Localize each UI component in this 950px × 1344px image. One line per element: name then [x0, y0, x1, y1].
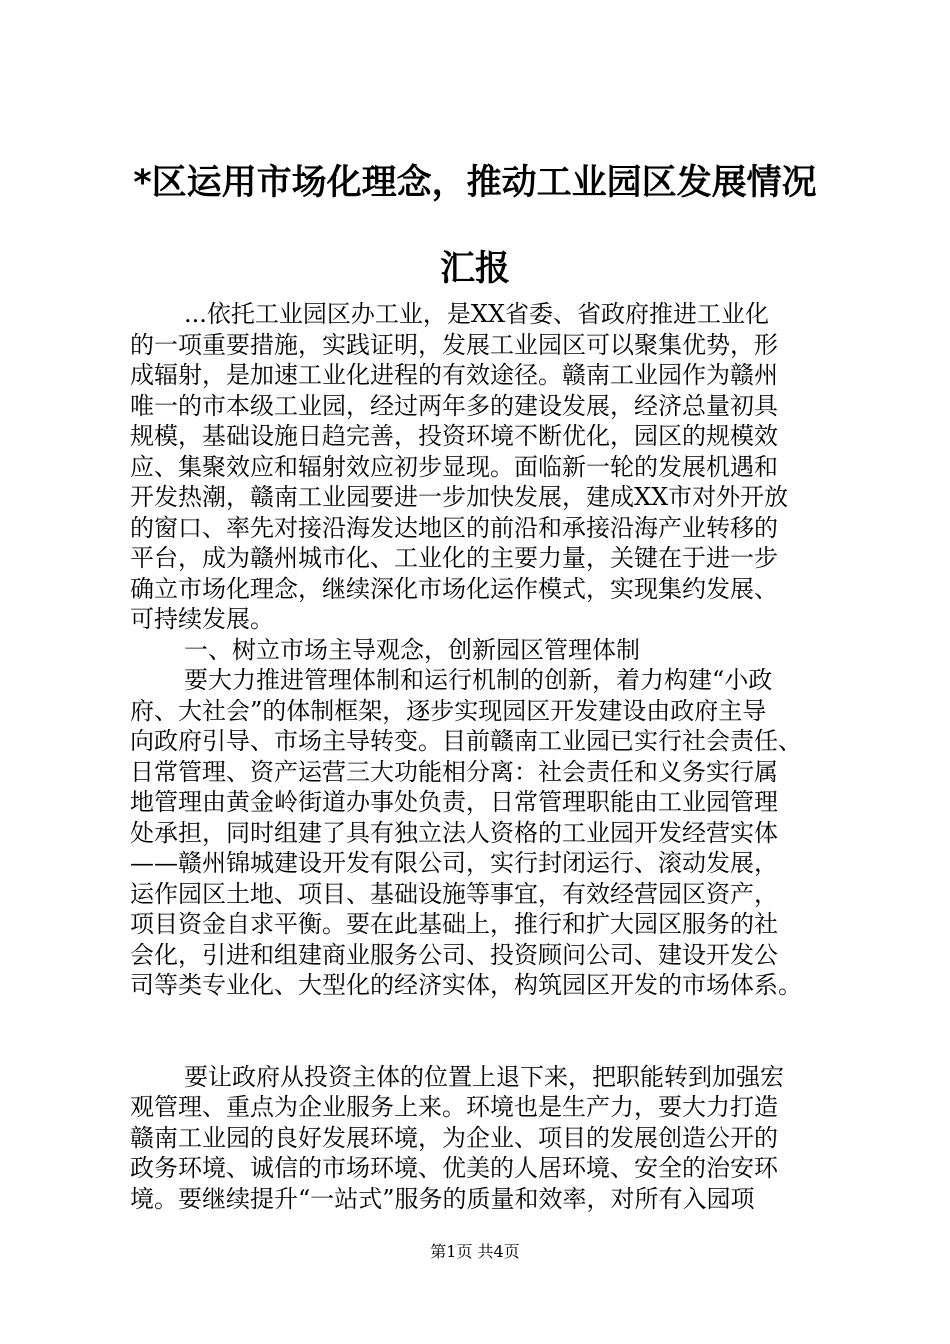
- document-title-line-2: 汇报: [439, 249, 510, 289]
- body-line: 会化，引进和组建商业服务公司、投资顾问公司、建设开发公: [130, 941, 778, 969]
- body-line: 赣南工业园的良好发展环境，为企业、项目的发展创造公开的: [130, 1124, 778, 1152]
- body-line: 处承担，同时组建了具有独立法人资格的工业园开发经营实体: [130, 819, 778, 847]
- body-line: 开发热潮，赣南工业园要进一步加快发展，建成XX市对外开放: [130, 483, 789, 511]
- body-line: 唯一的市本级工业园，经过两年多的建设发展，经济总量初具: [130, 392, 778, 420]
- page-footer: 第1页 共4页: [430, 1242, 520, 1261]
- body-line: 观管理、重点为企业服务上来。环境也是生产力，要大力打造: [130, 1093, 778, 1121]
- body-line: 确立市场化理念，继续深化市场化运作模式，实现集约发展、: [130, 575, 778, 603]
- body-line: 的一项重要措施，实践证明，发展工业园区可以聚集优势，形: [130, 331, 778, 359]
- body-line: 项目资金自求平衡。要在此基础上，推行和扩大园区服务的社: [130, 910, 778, 938]
- body-line: ——赣州锦城建设开发有限公司，实行封闭运行、滚动发展，: [130, 849, 778, 877]
- body-line: 日常管理、资产运营三大功能相分离：社会责任和义务实行属: [130, 758, 778, 786]
- section-heading: 一、树立市场主导观念，创新园区管理体制: [184, 636, 640, 664]
- body-line: 府、大社会”的体制框架，逐步实现园区开发建设由政府主导: [130, 697, 767, 725]
- body-line: 应、集聚效应和辐射效应初步显现。面临新一轮的发展机遇和: [130, 453, 778, 481]
- body-line: 要让政府从投资主体的位置上退下来，把职能转到加强宏: [184, 1063, 784, 1091]
- body-line: 要大力推进管理体制和运行机制的创新，着力构建“小政: [184, 666, 773, 694]
- body-line: 境。要继续提升“一站式”服务的质量和效率，对所有入园项: [130, 1185, 755, 1213]
- body-line: 向政府引导、市场主导转变。目前赣南工业园已实行社会责任、: [130, 727, 802, 755]
- body-line: 平台，成为赣州城市化、工业化的主要力量，关键在于进一步: [130, 544, 778, 572]
- body-line: 规模，基础设施日趋完善，投资环境不断优化，园区的规模效: [130, 422, 778, 450]
- body-line: 的窗口、率先对接沿海发达地区的前沿和承接沿海产业转移的: [130, 514, 778, 542]
- body-line: 政务环境、诚信的市场环境、优美的人居环境、安全的治安环: [130, 1154, 778, 1182]
- body-line: 地管理由黄金岭街道办事处负责，日常管理职能由工业园管理: [130, 788, 778, 816]
- body-line: 运作园区土地、项目、基础设施等事宜，有效经营园区资产，: [130, 880, 778, 908]
- body-line: 司等类专业化、大型化的经济实体，构筑园区开发的市场体系。: [130, 971, 802, 999]
- body-line: 成辐射，是加速工业化进程的有效途径。赣南工业园作为赣州: [130, 361, 778, 389]
- body-line: ...依托工业园区办工业，是XX省委、省政府推进工业化: [184, 300, 770, 328]
- document-title-line-1: *区运用市场化理念，推动工业园区发展情况: [133, 163, 817, 203]
- body-line: 可持续发展。: [130, 605, 274, 633]
